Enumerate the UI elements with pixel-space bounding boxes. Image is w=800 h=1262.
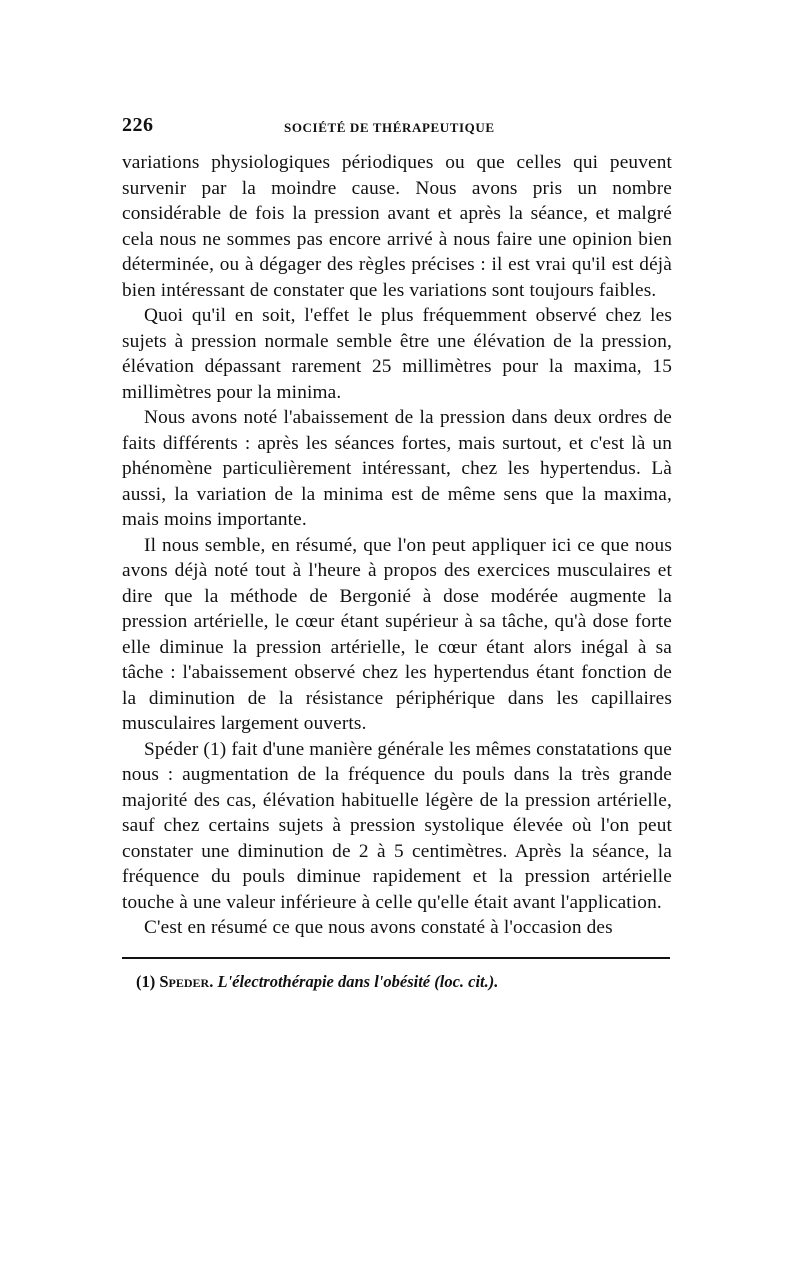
book-page bbox=[122, 114, 672, 993]
page-number: 226 bbox=[122, 114, 154, 136]
paragraph: Nous avons noté l'abaissement de la pression dans deux ordres de faits différents : après les séances fortes, mais surtout, et c'est là un phénomène particulièrement intéressant, chez les hypertendus. Là aussi, la variation de la minima est de même sens que la maxima, mais moins importante. bbox=[122, 407, 672, 530]
paragraph: variations physiologiques périodiques ou que celles qui peuvent survenir par la moindre cause. Nous avons pris un nombre considérable de fois la pression avant et après la séance, et malgré cela nous ne sommes pas encore arrivé à nous faire une opinion bien déterminée, ou à dégager des règles précises : il est vrai qu'il est déjà bien intéressant de constater que les variations sont toujours faibles. bbox=[122, 152, 672, 301]
body-text bbox=[122, 150, 672, 941]
paragraph: C'est en résumé ce que nous avons constaté à l'occasion des bbox=[144, 917, 613, 938]
paragraph: Spéder (1) fait d'une manière générale les mêmes constatations que nous : augmentation de la fréquence du pouls dans la très grande majorité des cas, élévation habituelle légère de la pression artérielle, sauf chez certains sujets à pression systolique élevée où l'on peut constater une diminution de 2 à 5 centimètres. Après la séance, la fréquence du pouls diminue rapidement et la pression artérielle touche à une valeur inférieure à celle qu'elle était avant l'application. bbox=[122, 738, 672, 913]
footnote-title: L'électrothérapie dans l'obésité (loc. cit.). bbox=[217, 971, 499, 991]
running-head: SOCIÉTÉ DE THÉRAPEUTIQUE bbox=[284, 120, 495, 135]
paragraph: Il nous semble, en résumé, que l'on peut appliquer ici ce que nous avons déjà noté tout à l'heure à propos des exercices musculaires et dire que la méthode de Bergonié à dose modérée augmente la pression artérielle, le cœur étant supérieur à sa tâche, qu'à dose forte elle diminue la pression artérielle, le cœur étant alors inégal à sa tâche : l'abaissement observé chez les hypertendus étant fonction de la diminution de la résistance périphérique dans les capillaires musculaires largement ouverts. bbox=[122, 534, 672, 734]
footnote-marker: (1) bbox=[136, 971, 156, 991]
footnote-divider bbox=[122, 957, 670, 959]
page-header bbox=[122, 114, 672, 144]
footnote-author: Speder. bbox=[159, 971, 214, 991]
paragraph: Quoi qu'il en soit, l'effet le plus fréquemment observé chez les sujets à pression normale semble être une élévation de la pression, élévation dépassant rarement 25 millimètres pour la maxima, 15 millimètres pour la minima. bbox=[122, 305, 672, 403]
footnote bbox=[136, 971, 672, 993]
